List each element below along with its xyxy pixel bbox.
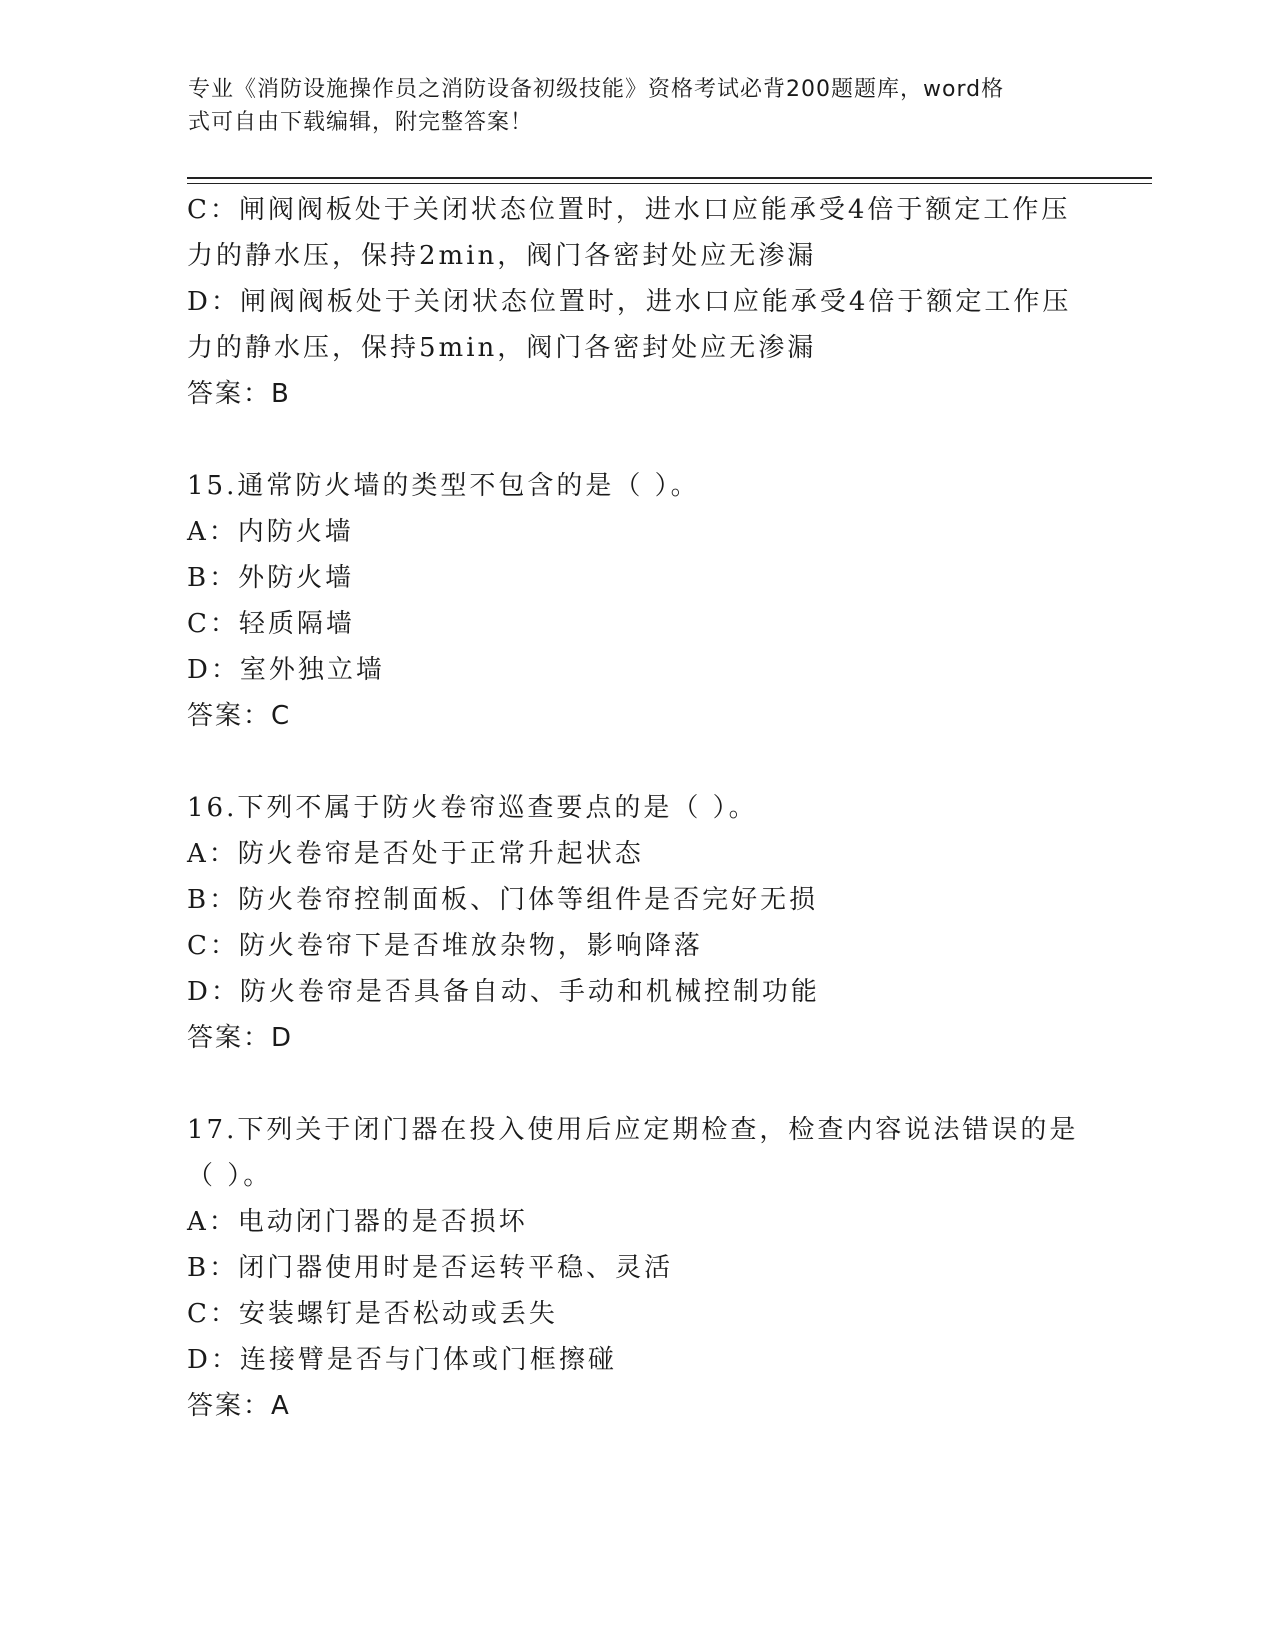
option-a: A：内防火墙 [187,517,354,547]
question-stem: 15.通常防火墙的类型不包含的是（ ）。 [187,471,700,501]
option-a: A：防火卷帘是否处于正常升起状态 [187,839,644,869]
header-line-2: 式可自由下载编辑，附完整答案！ [188,110,534,135]
header-line-1: 专业《消防设施操作员之消防设备初级技能》资格考试必背200题题库，word格 [188,77,1005,102]
option-a: A：电动闭门器的是否损坏 [187,1207,528,1237]
header-divider-thin [187,183,1152,184]
answer: 答案：B [187,379,291,409]
question-stem-line-2: （ ）。 [187,1161,273,1191]
option-b: B：外防火墙 [187,563,355,593]
option-b: B：防火卷帘控制面板、门体等组件是否完好无损 [187,885,819,915]
answer: 答案：D [187,1023,294,1053]
question-content [187,187,1087,1429]
header-divider-thick [187,177,1152,179]
answer: 答案：C [187,701,292,731]
spacer [187,1061,1087,1107]
option-d: D：室外独立墙 [187,655,385,685]
answer: 答案：A [187,1391,291,1421]
option-c-line-2: 力的静水压，保持2min，阀门各密封处应无渗漏 [187,241,817,271]
option-c: C：安装螺钉是否松动或丢失 [187,1299,558,1329]
question-14-tail [187,187,1087,417]
question-15 [187,463,1087,739]
option-d-line-2: 力的静水压，保持5min，阀门各密封处应无渗漏 [187,333,817,363]
option-d: D：连接臂是否与门体或门框擦碰 [187,1345,617,1375]
option-c: C：轻质隔墙 [187,609,355,639]
question-17 [187,1107,1087,1429]
spacer [187,417,1087,463]
spacer [187,739,1087,785]
question-stem: 16.下列不属于防火卷帘巡查要点的是（ ）。 [187,793,758,823]
document-header [188,73,1068,139]
option-b: B：闭门器使用时是否运转平稳、灵活 [187,1253,674,1283]
question-stem-line-1: 17.下列关于闭门器在投入使用后应定期检查，检查内容说法错误的是 [187,1115,1079,1145]
question-16 [187,785,1087,1061]
option-d: D：防火卷帘是否具备自动、手动和机械控制功能 [187,977,820,1007]
option-c: C：防火卷帘下是否堆放杂物，影响降落 [187,931,703,961]
option-d-line-1: D：闸阀阀板处于关闭状态位置时，进水口应能承受4倍于额定工作压 [187,287,1072,317]
option-c-line-1: C：闸阀阀板处于关闭状态位置时，进水口应能承受4倍于额定工作压 [187,195,1071,225]
